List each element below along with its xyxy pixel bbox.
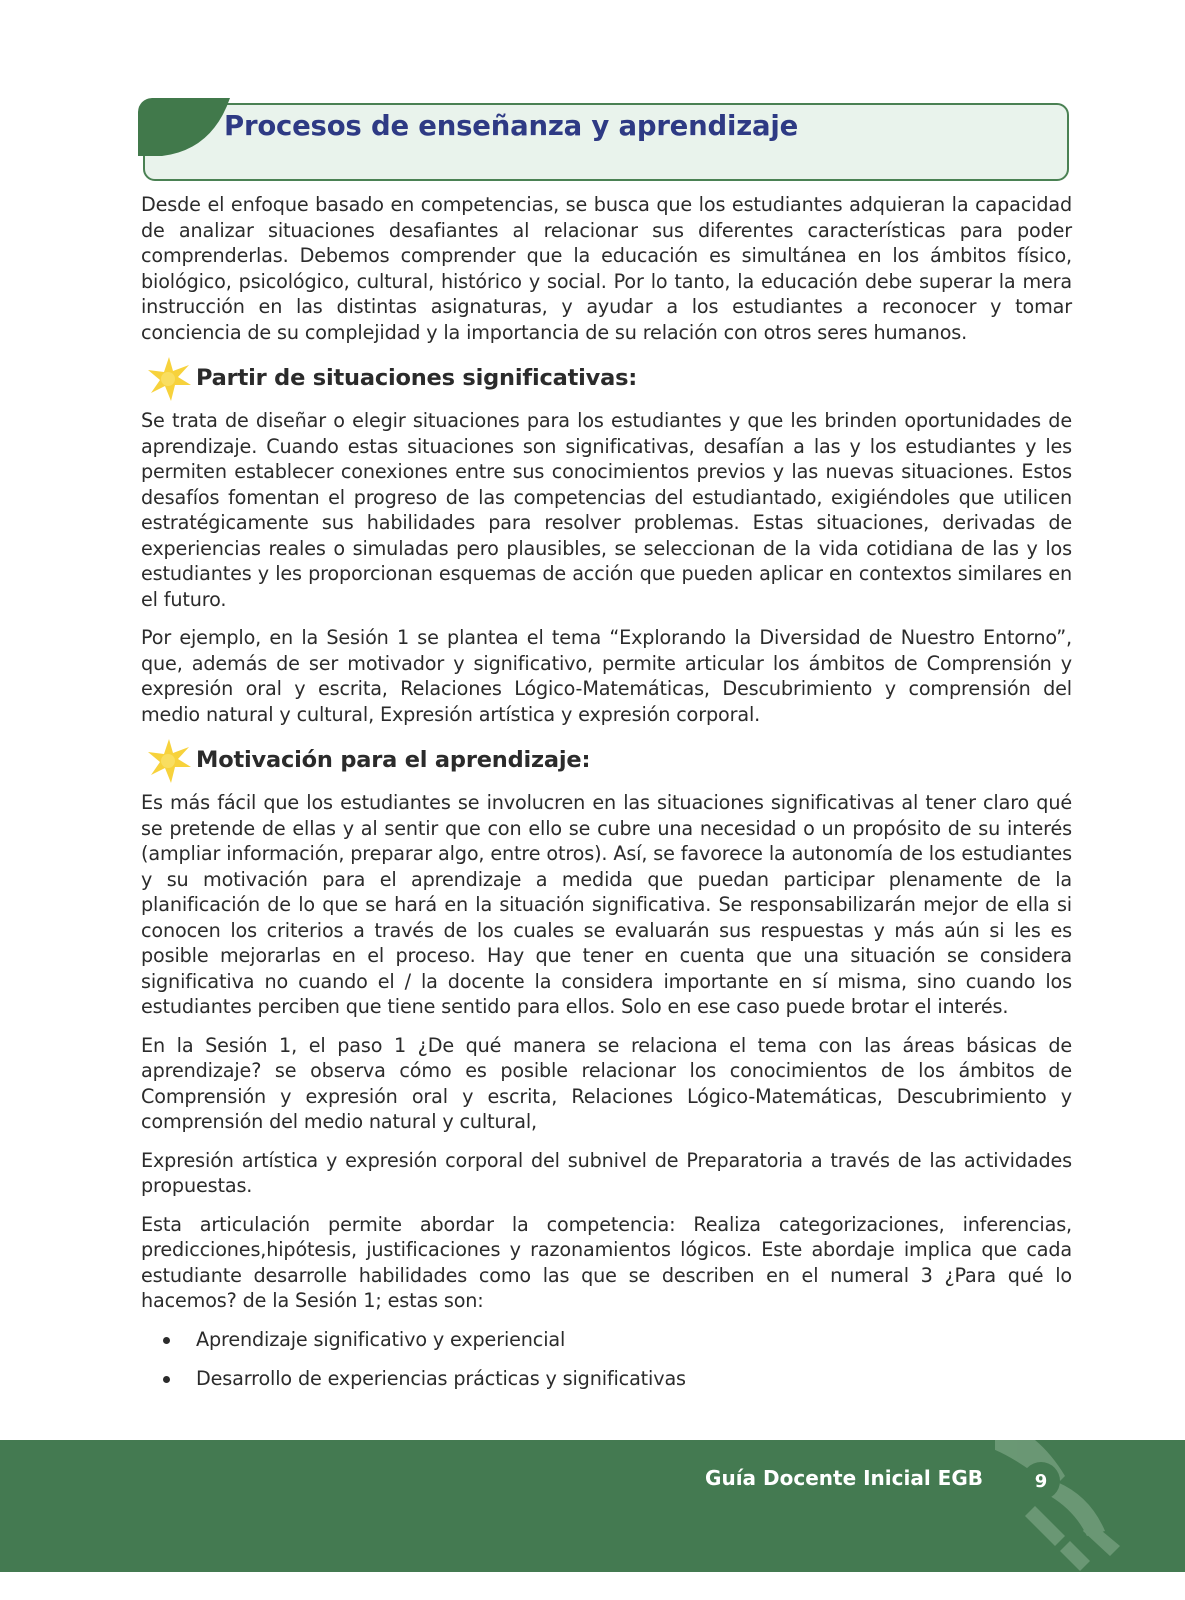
list-item — [141, 1366, 1072, 1392]
main-content — [141, 192, 1072, 1406]
page-title: Procesos de enseñanza y aprendizaje — [224, 110, 799, 142]
skills-list — [141, 1327, 1072, 1392]
section2-paragraph-3: Expresión artística y expresión corporal del subnivel de Preparatoria a través de las actividades propuestas. — [141, 1148, 1072, 1197]
page-number-badge: 9 — [1022, 1462, 1060, 1500]
rocket-icon — [995, 1440, 1135, 1572]
section2-paragraph-2: En la Sesión 1, el paso 1 ¿De qué manera se relaciona el tema con las áreas básicas de aprendizaje? se observa cómo es posible relacionar los conocimientos de los ámbitos de Comprensión y expresión oral y escrita, Relaciones Lógico-Matemáticas, Descubrimiento y comprensión del medio natural y cultural, — [141, 1033, 1072, 1133]
bullet-icon — [163, 1337, 170, 1344]
page-footer — [0, 1440, 1185, 1572]
list-item — [141, 1327, 1072, 1353]
section2-paragraph-1: Es más fácil que los estudiantes se involucren en las situaciones significativas al tener claro qué se pretende de ellas y al sentir que con ello se cubre una necesidad o un propósito de su interés (ampliar información, preparar algo, entre otros). Así, se favorece la autonomía de los estudiantes y su motivación para el aprendizaje a medida que puedan participar plenamente de la planificación de lo que se hará en la situación significativa. Se responsabilizarán mejor de ella si conocen los criterios a través de los cuales se evaluarán sus respuestas y más aún si les es posible mejorarlas en el proceso. Hay que tener en cuenta que una situación se considera significativa no cuando el / la docente la considera importante en sí misma, sino cuando los estudiantes perciben que tiene sentido para ellos. Solo en ese caso puede brotar el interés. — [141, 791, 1072, 1018]
star-icon — [145, 355, 193, 403]
bullet-icon — [163, 1376, 170, 1383]
list-item-text: Aprendizaje significativo y experiencial — [196, 1327, 566, 1351]
section-heading-situaciones — [141, 358, 1072, 406]
star-icon — [145, 737, 193, 785]
section2-paragraph-4: Esta articulación permite abordar la competencia: Realiza categorizaciones, inferencias, predicciones,hipótesis, justificaciones y razonamientos lógicos. Este abordaje implica que cada estudiante desarrolle habilidades como las que se describen en el numeral 3 ¿Para qué lo hacemos? de la Sesión 1; estas son: — [141, 1212, 1072, 1312]
section1-paragraph-2: Por ejemplo, en la Sesión 1 se plantea el tema “Explorando la Diversidad de Nuestro Entorno”, que, además de ser motivador y significativo, permite articular los ámbitos de Comprensión y expresión oral y escrita, Relaciones Lógico-Matemáticas, Descubrimiento y comprensión del medio natural y cultural, Expresión artística y expresión corporal. — [141, 626, 1072, 726]
footer-guide-title: Guía Docente Inicial EGB — [705, 1466, 983, 1490]
section-heading-text: Motivación para el aprendizaje: — [196, 747, 591, 773]
section-heading-text: Partir de situaciones significativas: — [196, 365, 638, 391]
section-heading-motivacion — [141, 740, 1072, 788]
list-item-text: Desarrollo de experiencias prácticas y significativas — [196, 1367, 686, 1390]
section1-paragraph-1: Se trata de diseñar o elegir situaciones para los estudiantes y que les brinden oportunidades de aprendizaje. Cuando estas situaciones son significativas, desafían a las y los estudiantes y les permiten establecer conexiones entre sus conocimientos previos y las nuevas situaciones. Estos desafíos fomentan el progreso de las competencias del estudiantado, exigiéndoles que utilicen estratégicamente sus habilidades para resolver problemas. Estas situaciones, derivadas de experiencias reales o simuladas pero plausibles, se seleccionan de la vida cotidiana de las y los estudiantes y les proporcionan esquemas de acción que pueden aplicar en contextos similares en el futuro. — [141, 409, 1072, 611]
intro-paragraph: Desde el enfoque basado en competencias, se busca que los estudiantes adquieran la capacidad de analizar situaciones desafiantes al relacionar sus diferentes características para poder comprenderlas. Debemos comprender que la educación es simultánea en los ámbitos físico, biológico, psicológico, cultural, histórico y social. Por lo tanto, la educación debe superar la mera instrucción en las distintas asignaturas, y ayudar a los estudiantes a reconocer y tomar conciencia de su complejidad y la importancia de su relación con otros seres humanos. — [141, 193, 1072, 344]
